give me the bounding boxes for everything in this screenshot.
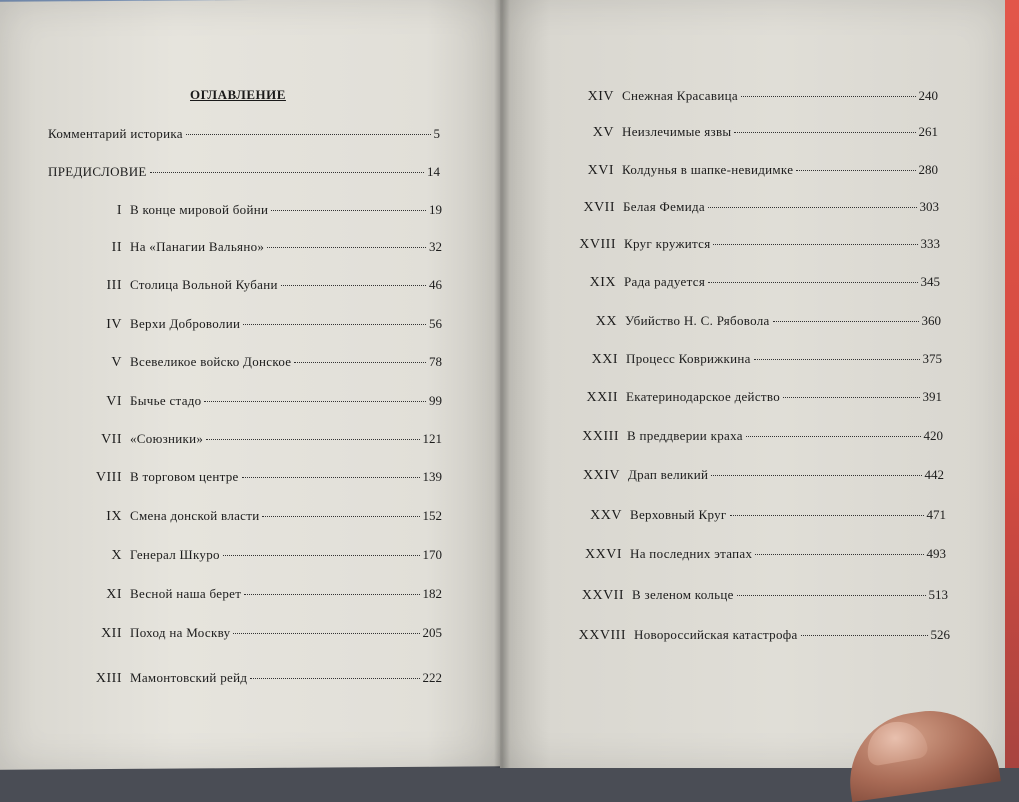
page-number: 56 bbox=[429, 316, 442, 331]
chapter-title: Мамонтовский рейд bbox=[130, 670, 248, 685]
chapter-number: V bbox=[111, 355, 122, 370]
page-number: 14 bbox=[427, 164, 440, 179]
toc-entry bbox=[50, 586, 442, 608]
chapter-title: На последних этапах bbox=[630, 546, 753, 561]
chapter-number: XXI bbox=[591, 352, 618, 367]
dot-leader bbox=[223, 555, 420, 556]
dot-leader bbox=[243, 324, 426, 325]
dot-leader bbox=[244, 594, 419, 595]
dot-leader bbox=[186, 134, 431, 135]
chapter-number: XIII bbox=[95, 671, 122, 686]
toc-entry bbox=[50, 670, 442, 692]
page-number: 121 bbox=[422, 431, 442, 446]
chapter-number: VII bbox=[101, 432, 122, 447]
page-number: 471 bbox=[926, 507, 946, 522]
toc-entry bbox=[570, 627, 950, 649]
chapter-title: Неизлечимые язвы bbox=[622, 124, 732, 139]
page-number: 513 bbox=[928, 587, 948, 602]
toc-entry bbox=[563, 428, 943, 450]
chapter-title: Верхи Доброволии bbox=[130, 316, 241, 331]
dot-leader bbox=[711, 475, 921, 476]
right-page bbox=[500, 0, 1005, 768]
dot-leader bbox=[204, 401, 426, 402]
chapter-title: Колдунья в шапке-невидимке bbox=[622, 162, 794, 177]
page-number: 360 bbox=[921, 313, 941, 328]
chapter-title: ПРЕДИСЛОВИЕ bbox=[48, 164, 147, 179]
dot-leader bbox=[734, 132, 915, 133]
toc-entry bbox=[48, 164, 440, 186]
chapter-number: XII bbox=[101, 626, 122, 641]
page-number: 303 bbox=[919, 199, 939, 214]
dot-leader bbox=[773, 321, 919, 322]
chapter-number: VI bbox=[106, 394, 122, 409]
page-number: 78 bbox=[429, 354, 442, 369]
chapter-title: Столица Вольной Кубани bbox=[130, 277, 278, 292]
toc-entry bbox=[50, 508, 442, 530]
dot-leader bbox=[801, 635, 928, 636]
dot-leader bbox=[708, 207, 917, 208]
page-number: 46 bbox=[429, 277, 442, 292]
chapter-title: Рада радуется bbox=[624, 274, 706, 289]
dot-leader bbox=[746, 436, 921, 437]
page-number: 170 bbox=[422, 547, 442, 562]
page-number: 261 bbox=[918, 124, 938, 139]
toc-entry bbox=[50, 316, 442, 338]
chapter-title: Драп великий bbox=[628, 467, 709, 482]
toc-entry bbox=[50, 239, 442, 261]
chapter-title: Весной наша берет bbox=[130, 586, 242, 601]
toc-entry bbox=[564, 467, 944, 489]
page-number: 280 bbox=[918, 162, 938, 177]
chapter-number: XV bbox=[592, 125, 614, 140]
toc-entry bbox=[50, 202, 442, 224]
toc-entry bbox=[568, 587, 948, 609]
toc-entry bbox=[50, 277, 442, 299]
chapter-number: I bbox=[116, 203, 122, 218]
chapter-title: Бычье стадо bbox=[130, 393, 202, 408]
page-number: 19 bbox=[429, 202, 442, 217]
toc-entry bbox=[50, 354, 442, 376]
toc-entry bbox=[566, 546, 946, 568]
chapter-number: XI bbox=[106, 587, 122, 602]
page-number: 442 bbox=[924, 467, 944, 482]
chapter-number: III bbox=[106, 278, 122, 293]
page-number: 5 bbox=[433, 126, 440, 141]
page-number: 333 bbox=[920, 236, 940, 251]
page-number: 240 bbox=[918, 88, 938, 103]
chapter-title: В конце мировой бойни bbox=[130, 202, 269, 217]
page-number: 420 bbox=[923, 428, 943, 443]
chapter-number: II bbox=[111, 240, 122, 255]
chapter-title: В торговом центре bbox=[130, 469, 239, 484]
toc-heading: ОГЛАВЛЕНИЕ bbox=[190, 87, 286, 102]
toc-entry bbox=[48, 126, 440, 148]
dot-leader bbox=[708, 282, 917, 283]
toc-entry bbox=[566, 507, 946, 529]
dot-leader bbox=[755, 554, 923, 555]
dot-leader bbox=[730, 515, 924, 516]
toc-entry bbox=[558, 124, 938, 146]
chapter-number: XXIII bbox=[582, 429, 619, 444]
chapter-number: IX bbox=[106, 509, 122, 524]
dot-leader bbox=[783, 397, 919, 398]
chapter-title: Белая Фемида bbox=[623, 199, 705, 214]
toc-entry bbox=[50, 431, 442, 453]
dot-leader bbox=[754, 359, 920, 360]
dot-leader bbox=[796, 170, 915, 171]
toc-entry bbox=[558, 88, 938, 110]
chapter-number: IV bbox=[106, 317, 122, 332]
dot-leader bbox=[741, 96, 916, 97]
chapter-number: XIV bbox=[587, 89, 614, 104]
chapter-number: XXV bbox=[590, 508, 622, 523]
chapter-number: XXVII bbox=[581, 588, 624, 603]
chapter-number: XXVIII bbox=[578, 628, 626, 643]
toc-entry bbox=[562, 389, 942, 411]
dot-leader bbox=[242, 477, 420, 478]
dot-leader bbox=[206, 439, 419, 440]
chapter-title: Поход на Москву bbox=[130, 625, 231, 640]
dot-leader bbox=[281, 285, 426, 286]
toc-entry bbox=[559, 199, 939, 221]
chapter-title: Генерал Шкуро bbox=[130, 547, 220, 562]
chapter-number: XXII bbox=[586, 390, 618, 405]
page-number: 391 bbox=[922, 389, 942, 404]
chapter-title: Процесс Коврижкина bbox=[626, 351, 751, 366]
chapter-number: X bbox=[111, 548, 122, 563]
toc-entry bbox=[560, 274, 940, 296]
chapter-title: Верховный Круг bbox=[630, 507, 727, 522]
dot-leader bbox=[250, 678, 419, 679]
dot-leader bbox=[262, 516, 419, 517]
dot-leader bbox=[233, 633, 419, 634]
chapter-number: VIII bbox=[95, 470, 122, 485]
dot-leader bbox=[150, 172, 424, 173]
toc-entry bbox=[561, 313, 941, 335]
page-number: 32 bbox=[429, 239, 442, 254]
book-gutter bbox=[494, 0, 510, 768]
chapter-number: XXVI bbox=[585, 547, 622, 562]
chapter-title: Всевеликое войско Донское bbox=[130, 354, 292, 369]
chapter-title: В зеленом кольце bbox=[632, 587, 734, 602]
page-number: 139 bbox=[422, 469, 442, 484]
chapter-title: Снежная Красавица bbox=[622, 88, 738, 103]
dot-leader bbox=[267, 247, 426, 248]
chapter-title: На «Панагии Вальяно» bbox=[130, 239, 265, 254]
page-number: 182 bbox=[422, 586, 442, 601]
chapter-number: XVIII bbox=[579, 237, 616, 252]
page-number: 375 bbox=[922, 351, 942, 366]
chapter-number: XIX bbox=[589, 275, 616, 290]
toc-entry bbox=[50, 547, 442, 569]
chapter-number: XVI bbox=[587, 163, 614, 178]
toc-entry bbox=[560, 236, 940, 258]
page-number: 345 bbox=[920, 274, 940, 289]
dot-leader bbox=[737, 595, 926, 596]
chapter-title: Круг кружится bbox=[624, 236, 711, 251]
left-page bbox=[0, 0, 502, 770]
toc-entry bbox=[50, 625, 442, 647]
chapter-title: Комментарий историка bbox=[48, 126, 183, 141]
toc-entry bbox=[50, 393, 442, 415]
dot-leader bbox=[713, 244, 917, 245]
chapter-number: XVII bbox=[583, 200, 615, 215]
chapter-number: XX bbox=[595, 314, 617, 329]
page-number: 526 bbox=[930, 627, 950, 642]
page-number: 99 bbox=[429, 393, 442, 408]
dot-leader bbox=[271, 210, 426, 211]
page-number: 222 bbox=[422, 670, 442, 685]
chapter-title: Новороссийская катастрофа bbox=[634, 627, 798, 642]
page-number: 205 bbox=[422, 625, 442, 640]
chapter-title: «Союзники» bbox=[130, 431, 204, 446]
dot-leader bbox=[294, 362, 426, 363]
toc-entry bbox=[50, 469, 442, 491]
chapter-title: Убийство Н. С. Рябовола bbox=[625, 313, 770, 328]
chapter-title: Екатеринодарское действо bbox=[626, 389, 781, 404]
page-number: 152 bbox=[422, 508, 442, 523]
page-number: 493 bbox=[926, 546, 946, 561]
toc-entry bbox=[558, 162, 938, 184]
toc-entry bbox=[562, 351, 942, 373]
chapter-number: XXIV bbox=[583, 468, 620, 483]
chapter-title: В преддверии краха bbox=[627, 428, 743, 443]
chapter-title: Смена донской власти bbox=[130, 508, 260, 523]
